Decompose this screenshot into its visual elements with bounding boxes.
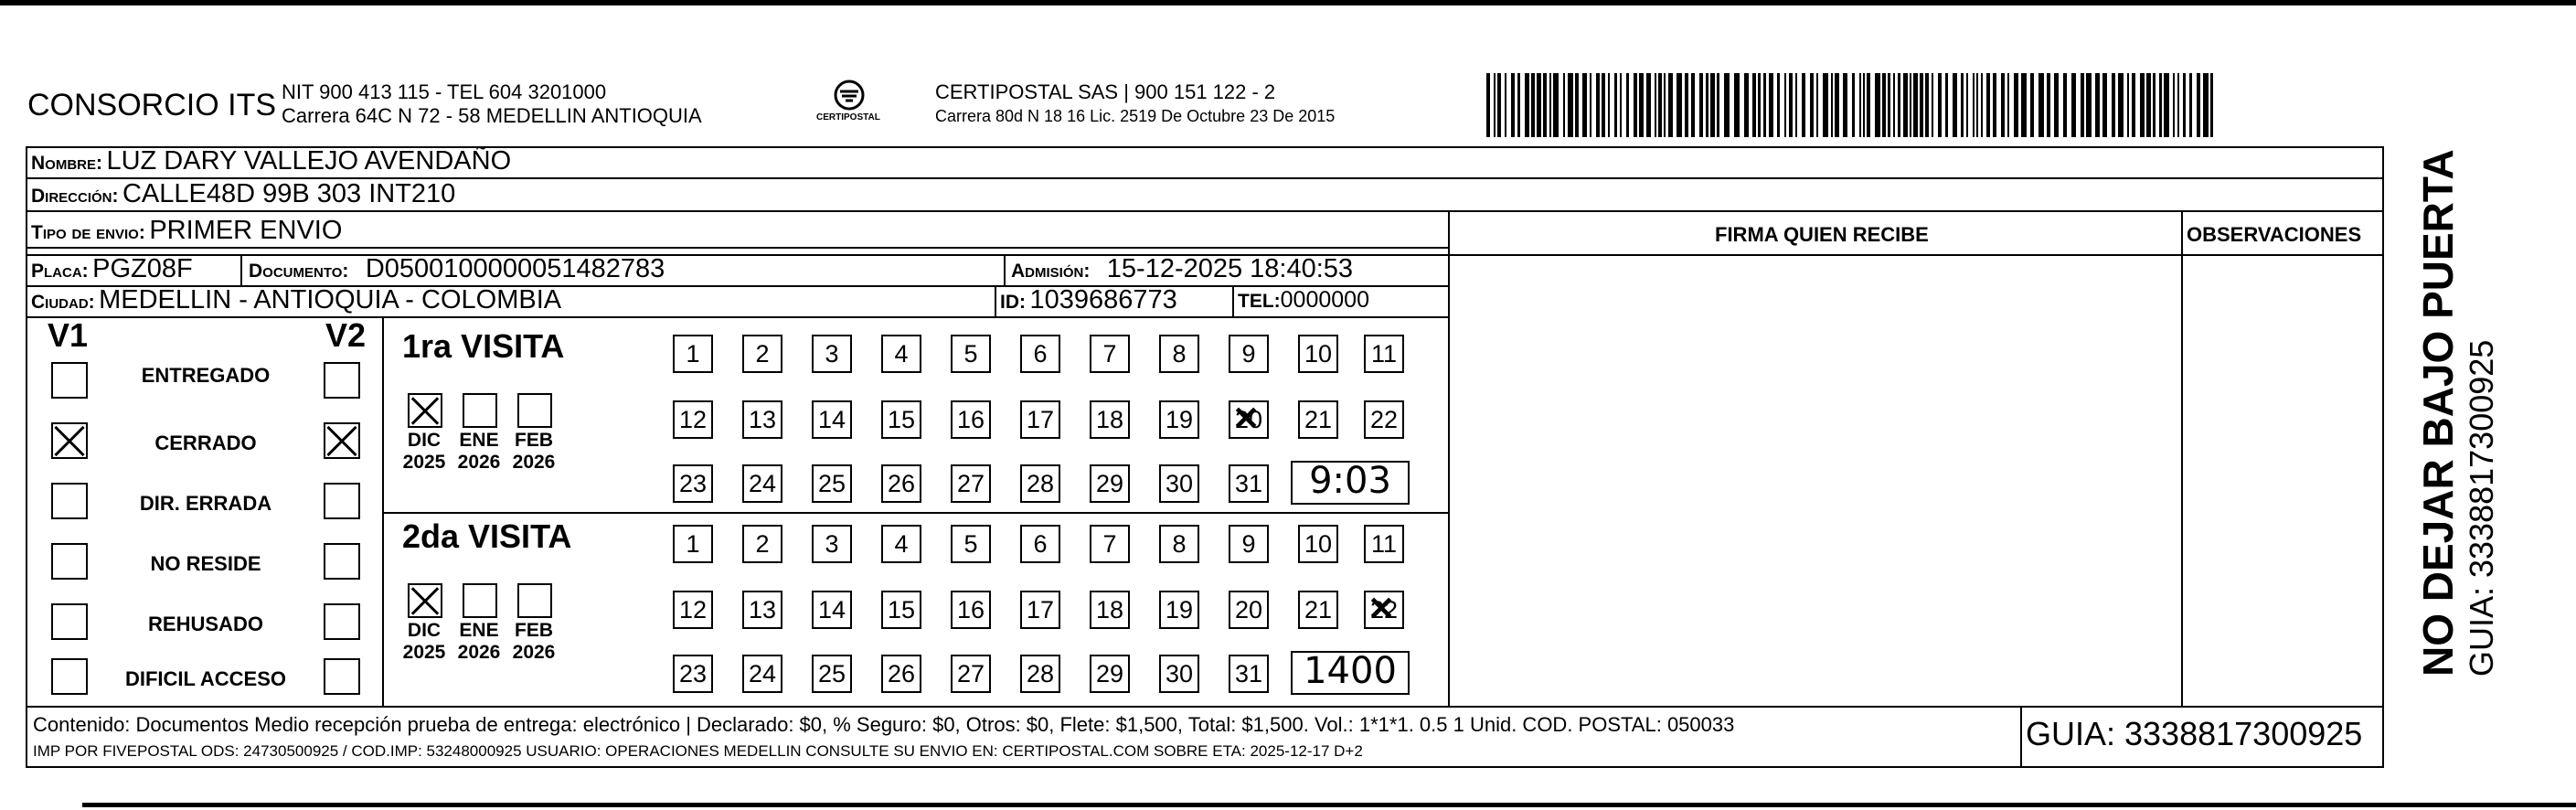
nombre-row (31, 146, 511, 176)
barcode-bar (1626, 73, 1629, 137)
documento-cell (249, 254, 665, 284)
barcode-bar (1802, 73, 1805, 137)
nombre-label: Nombre: (31, 153, 102, 174)
barcode-bar (1634, 73, 1637, 137)
barcode-bar (1976, 73, 1978, 137)
barcode-bar (1668, 73, 1673, 137)
barcode-bar (1835, 73, 1839, 137)
day-cell-18[interactable]: 18 (1090, 400, 1130, 439)
barcode-bar (2038, 73, 2044, 137)
day-cell-7[interactable]: 7 (1090, 335, 1130, 373)
no-dejar-bajo-puerta: NO DEJAR BAJO PUERTA (2414, 149, 2462, 677)
barcode-bar (1843, 73, 1847, 137)
footer-content-line: Contenido: Documentos Medio recepción prueba de entrega: electrónico | Declarado: $0, % Seguro: $0, Otros: $0, Flete: $1,500, Total: $1,500. Vol.: 1*1*1. 0.5 1 Unid. COD. POSTAL: 050033 (33, 713, 1735, 736)
status-label: DIR. ERRADA (139, 492, 272, 515)
barcode-bar (1537, 73, 1541, 137)
barcode (1486, 73, 2214, 137)
day-cell-8[interactable]: 8 (1159, 525, 1199, 563)
barcode-bar (1511, 73, 1515, 137)
barcode-bar (2081, 73, 2084, 137)
documento-value: D0500100000051482783 (365, 254, 665, 283)
month-year: 2026 (457, 452, 501, 473)
day-cell-10[interactable]: 10 (1298, 525, 1338, 563)
side-guia: GUIA: 3338817300925 (2463, 339, 2500, 677)
cell-divider (1232, 285, 1234, 316)
ciudad-value: MEDELLIN - ANTIOQUIA - COLOMBIA (99, 285, 562, 314)
barcode-bar (1993, 73, 1996, 137)
day-cell-4[interactable]: 4 (881, 335, 921, 373)
barcode-bar (1724, 73, 1730, 137)
cell-divider (1004, 254, 1006, 285)
month-checkbox[interactable] (408, 583, 442, 618)
barcode-bar (1639, 73, 1644, 137)
barcode-bar (2164, 73, 2169, 137)
day-cell-5[interactable]: 5 (951, 525, 991, 563)
month-checkbox[interactable] (408, 393, 442, 428)
day-cell-27[interactable]: 27 (951, 655, 991, 693)
status-divider (382, 316, 384, 706)
day-cell-16[interactable]: 16 (951, 400, 991, 439)
barcode-bar (1903, 73, 1908, 137)
day-cell-17[interactable]: 17 (1020, 591, 1060, 629)
guia-number: GUIA: 3338817300925 (2026, 715, 2363, 752)
barcode-bar (1986, 73, 1990, 137)
barcode-bar (1784, 73, 1786, 137)
barcode-bar (1859, 73, 1861, 137)
barcode-bar (2102, 73, 2107, 137)
tel-value: 0000000 (1280, 287, 1369, 313)
barcode-bar (1710, 73, 1715, 137)
tel-label: TEL: (1238, 291, 1281, 312)
barcode-bar (2112, 73, 2115, 137)
day-cell-9[interactable]: 9 (1229, 335, 1269, 373)
barcode-bar (1925, 73, 1929, 137)
row-divider (26, 247, 1450, 249)
top-edge-rule (0, 0, 2576, 5)
nombre-value: LUZ DARY VALLEJO AVENDAÑO (106, 146, 512, 176)
barcode-bar (1620, 73, 1622, 137)
day-cell-20[interactable]: 20 (1229, 591, 1269, 629)
day-cell-1[interactable]: 1 (673, 525, 713, 563)
barcode-bar (1953, 73, 1957, 137)
barcode-bar (2173, 73, 2175, 137)
barcode-bar (1882, 73, 1886, 137)
barcode-bar (2140, 73, 2145, 137)
barcode-bar (2153, 73, 2156, 137)
company-address: Carrera 64C N 72 - 58 MEDELLIN ANTIOQUIA (282, 104, 702, 127)
visit-time-field[interactable]: 9:03 (1291, 461, 1410, 505)
barcode-bar (1691, 73, 1695, 137)
day-cell-19[interactable]: 19 (1159, 591, 1199, 629)
carrier-nit: CERTIPOSTAL SAS | 900 151 122 - 2 (935, 80, 1276, 103)
barcode-bar (1875, 73, 1880, 137)
tipo-envio-value: PRIMER ENVIO (149, 216, 343, 245)
day-cell-7[interactable]: 7 (1090, 525, 1130, 563)
day-cell-14[interactable]: 14 (812, 591, 852, 629)
day-cell-13[interactable]: 13 (742, 591, 782, 629)
month-checkbox[interactable] (463, 393, 497, 428)
day-cell-16[interactable]: 16 (951, 591, 991, 629)
day-cell-13[interactable]: 13 (742, 400, 782, 439)
day-cell-23[interactable]: 23 (673, 655, 713, 693)
month-label (452, 620, 506, 664)
carrier-address: Carrera 80d N 18 16 Lic. 2519 De Octubre 23 De 2015 (935, 107, 1336, 125)
direccion-value: CALLE48D 99B 303 INT210 (122, 179, 456, 208)
tipo-envio-row (31, 216, 342, 246)
barcode-bar (1655, 73, 1656, 137)
barcode-bar (2021, 73, 2027, 137)
barcode-bar (2095, 73, 2100, 137)
barcode-bar (1497, 73, 1501, 137)
admision-value: 15-12-2025 18:40:53 (1106, 254, 1354, 283)
footer-print-line: IMP POR FIVEPOSTAL ODS: 24730500925 / COD.IMP: 53248000925 USUARIO: OPERACIONES MEDELLIN CONSULTE SU ENVIO EN: CERTIPOSTAL.COM SOBRE ETA: 2025-12-17 D+2 (33, 742, 1363, 760)
barcode-bar (2203, 73, 2209, 137)
day-cell-6[interactable]: 6 (1020, 525, 1060, 563)
cell-divider (240, 254, 242, 285)
barcode-bar (1789, 73, 1793, 137)
v2-checkbox[interactable] (324, 362, 360, 399)
day-cell-11[interactable]: 11 (1364, 335, 1404, 373)
barcode-bar (1913, 73, 1918, 137)
v2-checkbox[interactable] (324, 543, 360, 580)
month-label (397, 430, 452, 474)
v1-checkbox[interactable] (51, 603, 88, 640)
v1-header: V1 (48, 316, 89, 354)
row-divider (26, 210, 2384, 212)
barcode-bar (1717, 73, 1719, 137)
barcode-bar (1553, 73, 1559, 137)
barcode-bar (1590, 73, 1591, 137)
bottom-edge-rule (82, 803, 2576, 807)
firma-header: FIRMA QUIEN RECIBE (1715, 223, 1929, 246)
barcode-bar (2177, 73, 2179, 137)
day-cell-18[interactable]: 18 (1090, 591, 1130, 629)
v2-header: V2 (325, 316, 367, 354)
month-year: 2025 (402, 642, 446, 663)
barcode-bar (1867, 73, 1870, 137)
status-label: REHUSADO (148, 613, 263, 635)
barcode-bar (1734, 73, 1740, 137)
barcode-bar (2210, 73, 2213, 137)
barcode-bar (1575, 73, 1579, 137)
day-cell-2[interactable]: 2 (742, 525, 782, 563)
barcode-bar (1543, 73, 1547, 137)
barcode-bar (1646, 73, 1651, 137)
barcode-bar (1966, 73, 1968, 137)
barcode-bar (2014, 73, 2018, 137)
month-label (506, 620, 561, 664)
barcode-bar (1932, 73, 1933, 137)
barcode-bar (1910, 73, 1911, 137)
row-divider (26, 316, 1450, 318)
month-label (506, 430, 561, 474)
v1-checkbox[interactable] (51, 658, 88, 695)
barcode-bar (1517, 73, 1520, 137)
placa-value: PGZ08F (92, 254, 193, 283)
guia-divider (2020, 706, 2022, 768)
barcode-bar (1494, 73, 1496, 137)
side-warning (2413, 149, 2501, 677)
tipo-envio-label: Tipo de envio: (31, 222, 145, 243)
barcode-bar (2063, 73, 2067, 137)
day-cell-15[interactable]: 15 (881, 400, 921, 439)
barcode-bar (1852, 73, 1855, 137)
barcode-bar (1685, 73, 1688, 137)
day-cell-25[interactable]: 25 (812, 464, 852, 503)
barcode-bar (1658, 73, 1662, 137)
day-cell-11[interactable]: 11 (1364, 525, 1404, 563)
id-cell (1000, 285, 1177, 315)
observaciones-header: OBSERVACIONES (2187, 223, 2362, 246)
logo-wordmark: CERTIPOSTAL (816, 112, 880, 123)
day-cell-4[interactable]: 4 (881, 525, 921, 563)
day-cell-24[interactable]: 24 (742, 655, 782, 693)
v1-checkbox[interactable] (51, 483, 88, 519)
barcode-bar (1816, 73, 1818, 137)
delivery-form-frame (26, 146, 2384, 768)
barcode-bar (2118, 73, 2124, 137)
barcode-bar (2071, 73, 2076, 137)
barcode-bar (1898, 73, 1900, 137)
barcode-bar (1602, 73, 1605, 137)
barcode-bar (1706, 73, 1708, 137)
barcode-bar (2183, 73, 2186, 137)
day-cell-15[interactable]: 15 (881, 591, 921, 629)
day-cell-17[interactable]: 17 (1020, 400, 1060, 439)
month-year: 2026 (512, 452, 556, 473)
barcode-bar (1795, 73, 1797, 137)
month-name: FEB (515, 430, 553, 451)
id-label: ID: (1000, 292, 1026, 313)
barcode-bar (1758, 73, 1761, 137)
v1-checkbox[interactable] (51, 543, 88, 580)
month-label (452, 430, 506, 474)
barcode-bar (1893, 73, 1895, 137)
barcode-bar (2146, 73, 2151, 137)
month-year: 2026 (512, 642, 556, 663)
day-cell-2[interactable]: 2 (742, 335, 782, 373)
barcode-bar (1973, 73, 1975, 137)
month-name: FEB (515, 620, 553, 641)
barcode-bar (1744, 73, 1749, 137)
barcode-bar (2054, 73, 2059, 137)
day-cell-21[interactable]: 21 (1298, 591, 1338, 629)
visit-title: 1ra VISITA (402, 327, 565, 365)
placa-label: Placa: (31, 261, 89, 282)
visit-divider (384, 512, 1450, 514)
day-cell-30[interactable]: 30 (1159, 464, 1199, 503)
barcode-bar (1486, 73, 1490, 137)
barcode-bar (1608, 73, 1610, 137)
status-label: ENTREGADO (141, 364, 271, 387)
barcode-bar (2132, 73, 2135, 137)
day-cell-8[interactable]: 8 (1159, 335, 1199, 373)
visit-time-field[interactable]: 1400 (1291, 651, 1410, 695)
day-cell-28[interactable]: 28 (1020, 464, 1060, 503)
barcode-bar (1505, 73, 1506, 137)
day-cell-28[interactable]: 28 (1020, 655, 1060, 693)
month-checkbox[interactable] (463, 583, 497, 618)
v1-checkbox[interactable] (51, 422, 88, 459)
barcode-bar (1823, 73, 1828, 137)
day-cell-24[interactable]: 24 (742, 464, 782, 503)
visit-title: 2da VISITA (402, 517, 572, 555)
v2-checkbox[interactable] (324, 422, 360, 459)
barcode-bar (1810, 73, 1814, 137)
status-label: NO RESIDE (150, 552, 261, 575)
barcode-bar (1699, 73, 1703, 137)
barcode-bar (1568, 73, 1573, 137)
barcode-bar (1664, 73, 1666, 137)
barcode-bar (2197, 73, 2200, 137)
barcode-bar (1525, 73, 1529, 137)
day-cell-29[interactable]: 29 (1090, 655, 1130, 693)
barcode-bar (1920, 73, 1923, 137)
barcode-bar (1769, 73, 1773, 137)
documento-label: Documento: (249, 261, 349, 282)
month-checkbox[interactable] (517, 393, 552, 428)
tel-cell (1238, 287, 1369, 314)
id-value: 1039686773 (1029, 285, 1177, 314)
ciudad-label: Ciudad: (31, 292, 95, 313)
month-year: 2025 (402, 452, 446, 473)
day-cell-10[interactable]: 10 (1298, 335, 1338, 373)
barcode-bar (1777, 73, 1780, 137)
day-cell-27[interactable]: 27 (951, 464, 991, 503)
day-cell-31[interactable]: 31 (1229, 464, 1269, 503)
v2-checkbox[interactable] (324, 483, 360, 519)
month-year: 2026 (457, 642, 501, 663)
day-cell-9[interactable]: 9 (1229, 525, 1269, 563)
barcode-bar (1614, 73, 1617, 137)
day-cell-12[interactable]: 12 (673, 591, 713, 629)
carrier-info (935, 80, 1335, 128)
barcode-bar (2127, 73, 2129, 137)
day-cell-22[interactable]: 22 (1364, 400, 1404, 439)
company-name: CONSORCIO ITS (27, 88, 277, 123)
v1-checkbox[interactable] (51, 362, 88, 399)
footer-divider (26, 706, 2384, 708)
admision-cell (1011, 254, 1353, 284)
status-label: DIFICIL ACCESO (124, 667, 286, 690)
ciudad-cell (31, 285, 561, 315)
v2-checkbox[interactable] (324, 658, 360, 695)
day-cell-26[interactable]: 26 (881, 464, 921, 503)
barcode-bar (1888, 73, 1890, 137)
barcode-bar (1596, 73, 1600, 137)
barcode-bar (1981, 73, 1983, 137)
day-cell-20[interactable]: 20 ✕ (1229, 400, 1269, 439)
day-cell-1[interactable]: 1 (673, 335, 713, 373)
day-cell-14[interactable]: 14 (812, 400, 852, 439)
status-label: CERRADO (154, 432, 257, 454)
month-name: ENE (459, 620, 499, 641)
cell-divider (995, 285, 996, 316)
admision-label: Admisión: (1011, 261, 1091, 282)
month-name: DIC (407, 620, 442, 641)
direccion-label: Dirección: (31, 186, 119, 207)
barcode-bar (2189, 73, 2192, 137)
company-nit: NIT 900 413 115 - TEL 604 3201000 (282, 80, 607, 103)
barcode-bar (2007, 73, 2009, 137)
barcode-bar (1763, 73, 1766, 137)
day-cell-26[interactable]: 26 (881, 655, 921, 693)
day-cell-3[interactable]: 3 (812, 335, 852, 373)
day-cell-21[interactable]: 21 (1298, 400, 1338, 439)
direccion-row (31, 179, 455, 209)
day-cell-25[interactable]: 25 (812, 655, 852, 693)
barcode-bar (2047, 73, 2050, 137)
placa-cell (31, 254, 193, 284)
barcode-bar (1752, 73, 1756, 137)
v2-checkbox[interactable] (324, 603, 360, 640)
barcode-bar (2159, 73, 2162, 137)
company-info (282, 80, 702, 128)
barcode-bar (2030, 73, 2034, 137)
barcode-bar (2086, 73, 2092, 137)
barcode-bar (2001, 73, 2005, 137)
barcode-bar (1863, 73, 1865, 137)
column-divider (2181, 210, 2183, 706)
column-divider (1448, 210, 1450, 706)
day-cell-22[interactable]: 22 ✕ (1364, 591, 1404, 629)
barcode-bar (1531, 73, 1535, 137)
day-cell-31[interactable]: 31 (1229, 655, 1269, 693)
barcode-bar (1945, 73, 1948, 137)
month-checkbox[interactable] (517, 583, 552, 618)
month-name: ENE (459, 430, 499, 451)
barcode-bar (1831, 73, 1833, 137)
day-cell-19[interactable]: 19 (1159, 400, 1199, 439)
barcode-bar (1563, 73, 1565, 137)
barcode-bar (1677, 73, 1682, 137)
day-cell-6[interactable]: 6 (1020, 335, 1060, 373)
day-cell-12[interactable]: 12 (673, 400, 713, 439)
month-name: DIC (407, 430, 442, 451)
barcode-bar (1961, 73, 1964, 137)
barcode-bar (1938, 73, 1942, 137)
barcode-bar (1549, 73, 1551, 137)
day-cell-5[interactable]: 5 (951, 335, 991, 373)
day-cell-23[interactable]: 23 (673, 464, 713, 503)
day-cell-29[interactable]: 29 (1090, 464, 1130, 503)
day-cell-30[interactable]: 30 (1159, 655, 1199, 693)
barcode-bar (1582, 73, 1587, 137)
day-cell-3[interactable]: 3 (812, 525, 852, 563)
month-label (397, 620, 452, 664)
